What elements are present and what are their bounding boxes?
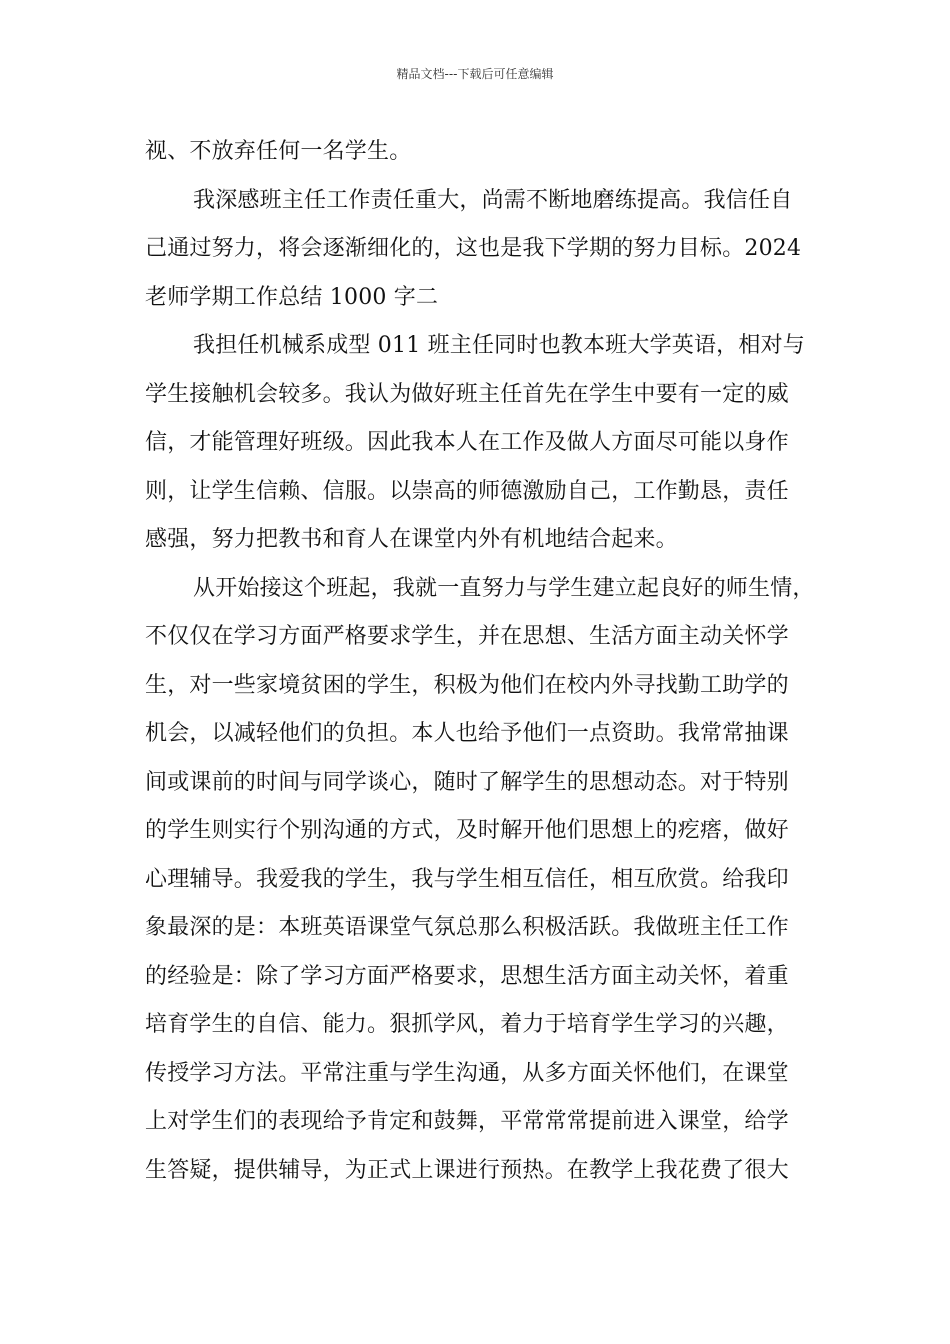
text-line: 不仅仅在学习方面严格要求学生，并在思想、生活方面主动关怀学 <box>145 624 789 649</box>
text-line: 机会，以减轻他们的负担。本人也给予他们一点资助。我常常抽课 <box>145 721 789 746</box>
text-line: 信，才能管理好班级。因此我本人在工作及做人方面尽可能以身作 <box>145 430 789 455</box>
text-line: 视、不放弃任何一名学生。 <box>145 139 412 164</box>
text-line: 上对学生们的表现给予肯定和鼓舞，平常常常提前进入课堂，给学 <box>145 1109 789 1134</box>
text-line: 生答疑，提供辅导，为正式上课进行预热。在教学上我花费了很大 <box>145 1157 789 1183</box>
text-line: 传授学习方法。平常注重与学生沟通，从多方面关怀他们，在课堂 <box>145 1060 789 1086</box>
text-line: 从开始接这个班起，我就一直努力与学生建立起良好的师生情， <box>193 575 815 601</box>
text-line: 己通过努力，将会逐渐细化的，这也是我下学期的努力目标。2024 <box>145 236 802 261</box>
text-line: 感强，努力把教书和育人在课堂内外有机地结合起来。 <box>145 527 678 552</box>
text-line: 间或课前的时间与同学谈心，随时了解学生的思想动态。对于特别 <box>145 769 789 795</box>
text-line: 生，对一些家境贫困的学生，积极为他们在校内外寻找勤工助学的 <box>145 672 789 698</box>
page-header: 精品文档---下载后可任意编辑 <box>396 67 554 81</box>
text-line: 培育学生的自信、能力。狠抓学风，着力于培育学生学习的兴趣， <box>145 1012 789 1037</box>
text-line: 老师学期工作总结 1000 字二 <box>145 284 439 310</box>
text-line: 的经验是：除了学习方面严格要求，思想生活方面主动关怀，着重 <box>145 963 789 989</box>
text-line: 我担任机械系成型 011 班主任同时也教本班大学英语，相对与 <box>193 333 805 358</box>
text-line: 心理辅导。我爱我的学生，我与学生相互信任，相互欣赏。给我印 <box>145 866 789 892</box>
text-line: 则，让学生信赖、信服。以崇高的师德激励自己，工作勤恳，责任 <box>145 478 789 504</box>
text-line: 象最深的是：本班英语课堂气氛总那么积极活跃。我做班主任工作 <box>145 915 789 940</box>
text-line: 的学生则实行个别沟通的方式，及时解开他们思想上的疙瘩，做好 <box>145 818 789 843</box>
body-text <box>145 132 815 1199</box>
text-line: 我深感班主任工作责任重大，尚需不断地磨练提高。我信任自 <box>193 187 793 213</box>
text-line: 学生接触机会较多。我认为做好班主任首先在学生中要有一定的威 <box>145 381 789 407</box>
